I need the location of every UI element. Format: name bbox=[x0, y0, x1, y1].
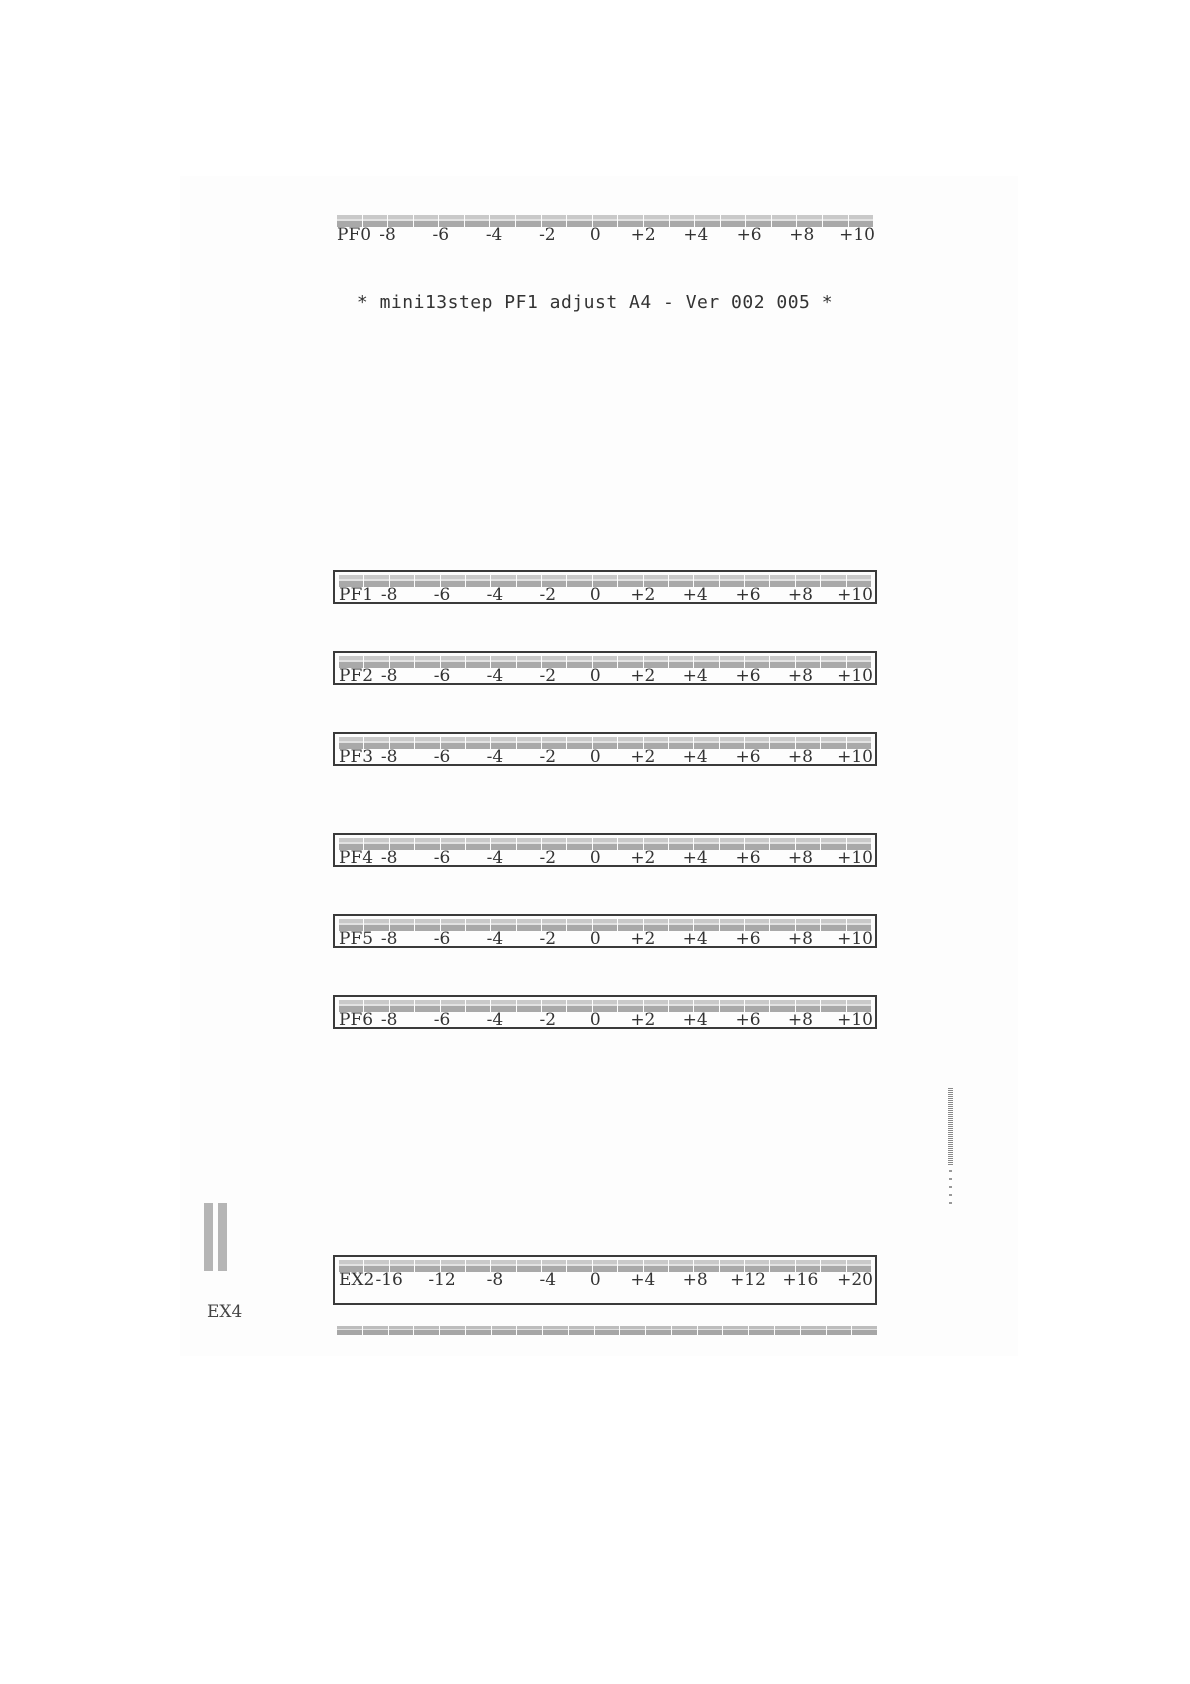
pattern-segment bbox=[414, 1326, 439, 1335]
strip-offset-label: 0 bbox=[589, 225, 601, 245]
pattern-segment bbox=[775, 1326, 800, 1335]
strip-offset-label: +10 bbox=[837, 848, 873, 868]
strip-offset-label: -6 bbox=[433, 666, 451, 686]
strip-name-label: PF3 bbox=[339, 747, 374, 767]
page-title: * mini13step PF1 adjust A4 - Ver 002 005 * bbox=[356, 292, 834, 313]
strip-offset-label: -8 bbox=[380, 747, 398, 767]
strip-offset-label: -2 bbox=[539, 666, 557, 686]
strip-labels bbox=[337, 226, 875, 244]
strip-offset-label: +10 bbox=[837, 585, 873, 605]
strip-labels bbox=[339, 1271, 873, 1289]
strip-offset-label: -8 bbox=[380, 666, 398, 686]
strip-offset-label: +6 bbox=[735, 585, 761, 605]
strip-offset-label: +4 bbox=[682, 929, 708, 949]
pattern-segment bbox=[337, 1326, 362, 1335]
strip-offset-label: 0 bbox=[589, 747, 601, 767]
strip-name-label: PF6 bbox=[339, 1010, 374, 1030]
edge-tick-marks bbox=[949, 1170, 952, 1206]
strip-offset-label: -2 bbox=[539, 1010, 557, 1030]
ex4-bar-right bbox=[218, 1203, 227, 1271]
adjust-strip-ex2 bbox=[333, 1255, 877, 1305]
strip-offset-label: -4 bbox=[539, 1270, 557, 1290]
strip-offset-label: +16 bbox=[782, 1270, 819, 1290]
strip-offset-label: +2 bbox=[630, 848, 656, 868]
pattern-segment bbox=[440, 1326, 465, 1335]
strip-name-label: PF2 bbox=[339, 666, 374, 686]
strip-offset-label: -4 bbox=[486, 666, 504, 686]
strip-labels bbox=[339, 849, 873, 867]
strip-offset-label: +12 bbox=[730, 1270, 766, 1290]
strip-offset-label: -2 bbox=[539, 585, 557, 605]
pattern-segment bbox=[543, 1326, 568, 1335]
pattern-segment bbox=[723, 1326, 748, 1335]
strip-offset-label: +2 bbox=[630, 585, 656, 605]
strip-offset-label: -12 bbox=[428, 1270, 456, 1290]
adjust-strip-pf4 bbox=[333, 833, 877, 867]
pattern-segment bbox=[852, 1326, 877, 1335]
strip-offset-label: -4 bbox=[486, 929, 504, 949]
strip-offset-label: +2 bbox=[630, 666, 656, 686]
adjust-strip-pf2 bbox=[333, 651, 877, 685]
strip-offset-label: 0 bbox=[589, 1010, 601, 1030]
strip-offset-label: 0 bbox=[589, 585, 601, 605]
strip-offset-label: +10 bbox=[837, 1010, 873, 1030]
strip-labels bbox=[339, 586, 873, 604]
strip-offset-label: -6 bbox=[433, 585, 451, 605]
pattern-segment bbox=[569, 1326, 594, 1335]
pattern-segment bbox=[672, 1326, 697, 1335]
pattern-segment bbox=[466, 1326, 491, 1335]
strip-offset-label: +10 bbox=[837, 666, 873, 686]
pattern-segment bbox=[620, 1326, 645, 1335]
strip-offset-label: +2 bbox=[630, 1010, 656, 1030]
strip-offset-label: -6 bbox=[433, 848, 451, 868]
strip-offset-label: +10 bbox=[837, 747, 873, 767]
strip-offset-label: +8 bbox=[789, 225, 815, 245]
edge-tick-ruler bbox=[948, 1088, 953, 1166]
strip-offset-label: 0 bbox=[589, 929, 601, 949]
bottom-pattern-bar bbox=[337, 1326, 877, 1335]
strip-offset-label: -4 bbox=[486, 585, 504, 605]
strip-offset-label: +8 bbox=[787, 585, 813, 605]
strip-offset-label: -6 bbox=[433, 929, 451, 949]
adjust-strip-pf1 bbox=[333, 570, 877, 604]
strip-labels bbox=[339, 748, 873, 766]
strip-offset-label: -6 bbox=[433, 747, 451, 767]
strip-offset-label: -8 bbox=[380, 1010, 398, 1030]
pattern-segment bbox=[517, 1326, 542, 1335]
strip-offset-label: -2 bbox=[539, 848, 557, 868]
strip-offset-label: -4 bbox=[485, 225, 503, 245]
strip-offset-label: +10 bbox=[839, 225, 875, 245]
strip-offset-label: +6 bbox=[735, 848, 761, 868]
adjust-strip-pf3 bbox=[333, 732, 877, 766]
strip-offset-label: +8 bbox=[787, 747, 813, 767]
strip-labels bbox=[339, 930, 873, 948]
strip-offset-label: +8 bbox=[682, 1270, 708, 1290]
adjust-strip-pf6 bbox=[333, 995, 877, 1029]
strip-labels bbox=[339, 667, 873, 685]
ex4-bar-left bbox=[204, 1203, 213, 1271]
ex4-label: EX4 bbox=[207, 1302, 243, 1322]
strip-name-label: EX2 bbox=[339, 1270, 375, 1290]
strip-offset-label: +2 bbox=[630, 747, 656, 767]
pattern-segment bbox=[749, 1326, 774, 1335]
strip-offset-label: -8 bbox=[380, 929, 398, 949]
pattern-segment bbox=[595, 1326, 620, 1335]
strip-offset-label: +6 bbox=[735, 929, 761, 949]
pattern-segment bbox=[363, 1326, 388, 1335]
strip-offset-label: -8 bbox=[380, 848, 398, 868]
strip-offset-label: +8 bbox=[787, 1010, 813, 1030]
strip-offset-label: +6 bbox=[736, 225, 762, 245]
strip-name-label: PF0 bbox=[337, 225, 372, 245]
strip-offset-label: +4 bbox=[682, 1010, 708, 1030]
strip-offset-label: +20 bbox=[837, 1270, 873, 1290]
strip-offset-label: -2 bbox=[539, 929, 557, 949]
strip-offset-label: +4 bbox=[682, 747, 708, 767]
strip-offset-label: -8 bbox=[379, 225, 396, 245]
strip-offset-label: -4 bbox=[486, 747, 504, 767]
strip-offset-label: -16 bbox=[375, 1270, 403, 1290]
strip-offset-label: -2 bbox=[539, 747, 557, 767]
strip-labels bbox=[339, 1011, 873, 1029]
strip-offset-label: +6 bbox=[735, 1010, 761, 1030]
strip-offset-label: +4 bbox=[682, 848, 708, 868]
strip-offset-label: +6 bbox=[735, 747, 761, 767]
strip-offset-label: +2 bbox=[630, 929, 656, 949]
strip-offset-label: -8 bbox=[380, 585, 398, 605]
strip-offset-label: +8 bbox=[787, 848, 813, 868]
strip-offset-label: +4 bbox=[682, 666, 708, 686]
strip-offset-label: -2 bbox=[539, 225, 556, 245]
pattern-segment bbox=[389, 1326, 414, 1335]
strip-offset-label: +2 bbox=[630, 225, 656, 245]
strip-offset-label: 0 bbox=[589, 1270, 601, 1290]
strip-name-label: PF5 bbox=[339, 929, 374, 949]
strip-offset-label: -4 bbox=[486, 848, 504, 868]
pattern-segment bbox=[698, 1326, 723, 1335]
pattern-segment bbox=[646, 1326, 671, 1335]
adjust-strip-pf5 bbox=[333, 914, 877, 948]
strip-name-label: PF1 bbox=[339, 585, 374, 605]
strip-name-label: PF4 bbox=[339, 848, 374, 868]
strip-offset-label: -8 bbox=[486, 1270, 504, 1290]
strip-offset-label: 0 bbox=[589, 666, 601, 686]
pattern-segment bbox=[492, 1326, 517, 1335]
adjust-strip-pf0 bbox=[333, 212, 877, 246]
strip-offset-label: +4 bbox=[683, 225, 709, 245]
strip-offset-label: +4 bbox=[682, 585, 708, 605]
strip-offset-label: -4 bbox=[486, 1010, 504, 1030]
strip-offset-label: +4 bbox=[630, 1270, 656, 1290]
pattern-segment bbox=[801, 1326, 826, 1335]
strip-offset-label: -6 bbox=[432, 225, 450, 245]
strip-offset-label: +8 bbox=[787, 929, 813, 949]
strip-offset-label: -6 bbox=[433, 1010, 451, 1030]
strip-offset-label: 0 bbox=[589, 848, 601, 868]
strip-offset-label: +10 bbox=[837, 929, 873, 949]
strip-offset-label: +6 bbox=[735, 666, 761, 686]
pattern-segment bbox=[827, 1326, 852, 1335]
strip-offset-label: +8 bbox=[787, 666, 813, 686]
